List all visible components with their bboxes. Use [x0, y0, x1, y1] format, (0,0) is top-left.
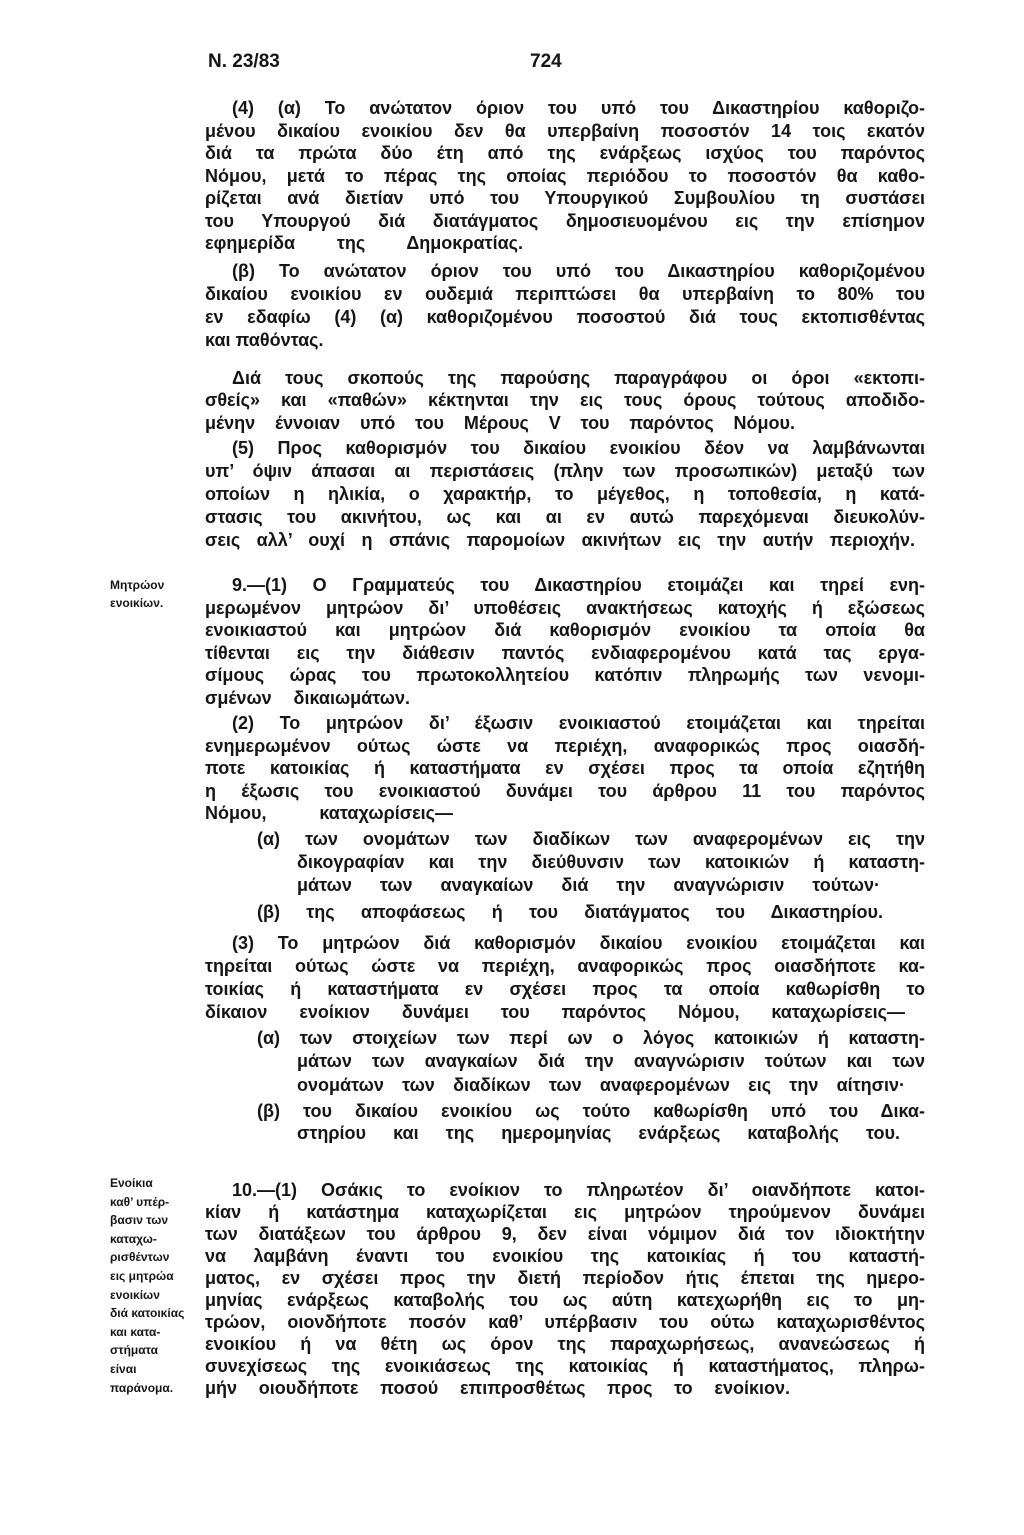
text-line: σίμους ώρας του πρωτοκολλητείου κατόπιν πληρωμής των νενομι-	[205, 665, 925, 685]
text-line: ενημερωμένον ούτως ώστε να περιέχη, αναφορικώς προς οιασδή-	[205, 735, 925, 756]
paragraph-4a	[205, 97, 925, 255]
margin-note-excess-rents	[110, 1174, 206, 1397]
text-line: τίθενται εις την διάθεσιν παντός ενδιαφερομένου κατά τας εργα-	[205, 642, 925, 663]
text-line: σμένων δικαιωμάτων.	[205, 687, 410, 708]
margin-note-line: στήματα	[110, 1343, 159, 1358]
text-line: οποίων η ηλικία, ο χαρακτήρ, το μέγεθος, η τοποθεσία, η κατά-	[205, 483, 925, 504]
margin-note-line: Ενοίκια	[110, 1176, 153, 1190]
text-line: μάτων των αναγκαίων διά την αναγνώρισιν τούτων·	[297, 874, 880, 895]
paragraph-definitions	[205, 367, 925, 435]
section-9-1	[205, 574, 925, 709]
text-line: (β) Το ανώτατον όριον του υπό του Δικαστηρίου καθοριζομένου	[232, 260, 925, 281]
section-9-3-b	[257, 1100, 925, 1145]
section-9-3-a	[257, 1027, 925, 1098]
text-line: στασις του ακινήτου, ως και αι εν αυτώ παρεχόμεναι διευκολύν-	[205, 506, 925, 527]
text-line: ενοικιαστού και μητρώον διά καθορισμόν ενοικίου τα οποία θα	[205, 620, 925, 640]
text-line: ονομάτων των διαδίκων των αναφερομένων εις την αίτησιν·	[297, 1074, 905, 1095]
text-line: ρίζεται ανά διετίαν υπό του Υπουργικού Συμβουλίου τη συστάσει	[205, 188, 925, 208]
text-line: (3) Το μητρώον διά καθορισμόν δικαίου ενοικίου ετοιμάζεται και	[232, 932, 925, 953]
text-line: Νόμου, καταχωρίσεις—	[205, 803, 453, 823]
margin-note-line: είναι	[110, 1361, 137, 1376]
text-line: ματος, εν σχέσει προς την διετή περίοδον ήτις έπεται της ημερο-	[205, 1268, 925, 1288]
text-line: υπ’ όψιν άπασαι αι περιστάσεις (πλην των προσωπικών) μεταξύ των	[205, 460, 925, 481]
paragraph-5	[205, 437, 925, 552]
text-line: ποτε κατοικίας ή καταστήματα εν σχέσει προς τα οποία εζητήθη	[205, 758, 925, 778]
text-line: δίκαιον ενοίκιον δυνάμει του παρόντος Νόμου, καταχωρίσεις—	[205, 1001, 905, 1022]
text-line: τηρείται ούτως ώστε να περιέχη, αναφορικώς προς οιασδήποτε κα-	[205, 955, 925, 976]
margin-note-line: καθ’ υπέρ-	[110, 1194, 170, 1209]
text-line: 9.—(1) Ο Γραμματεύς του Δικαστηρίου ετοιμάζει και τηρεί ενη-	[232, 575, 925, 595]
text-line: (5) Προς καθορισμόν του δικαίου ενοικίου δέον να λαμβάνωνται	[232, 437, 925, 458]
paragraph-4b	[205, 260, 925, 352]
text-line: των διατάξεων του άρθρου 9, δεν είναι νόμιμον διά τον ιδιοκτήτην	[205, 1224, 925, 1244]
text-line: κίαν ή κατάστημα καταχωρίζεται εις μητρώον τηρούμενον δυνάμει	[205, 1202, 925, 1222]
text-line: συνεχίσεως της ενοικιάσεως της κατοικίας ή καταστήματος, πληρω-	[205, 1356, 925, 1376]
text-line: Διά τους σκοπούς της παρούσης παραγράφου οι όροι «εκτοπι-	[232, 367, 925, 388]
text-line: (β) του δικαίου ενοικίου ως τούτο καθωρίσθη υπό του Δικα-	[257, 1100, 925, 1121]
margin-note-line: βασιν των	[110, 1213, 169, 1228]
margin-note-line: ρισθέντων	[110, 1250, 170, 1265]
margin-note-line: εις μητρώα	[110, 1268, 174, 1283]
text-line: (α) των ονομάτων των διαδίκων των αναφερομένων εις την	[257, 828, 925, 849]
text-line: Νόμου, μετά το πέρας της οποίας περιόδου το ποσοστόν θα καθο-	[205, 165, 925, 186]
text-line: στηρίου και της ημερομηνίας ενάρξεως καταβολής του.	[297, 1123, 900, 1143]
text-line: μηνίας ενάρξεως καταβολής του ως αύτη κατεχωρήθη εις το μη-	[205, 1290, 925, 1310]
section-9-2-b	[257, 901, 925, 924]
section-9-2-a	[257, 828, 925, 897]
text-line: μένου δικαίου ενοικίου δεν θα υπερβαίνη ποσοστόν 14 τοις εκατόν	[205, 120, 925, 141]
text-line: μάτων των αναγκαίων διά την αναγνώρισιν τούτων και των	[297, 1051, 925, 1071]
text-line: η έξωσις του ενοικιαστού δυνάμει του άρθρου 11 του παρόντος	[205, 780, 925, 801]
margin-note-line: διά κατοικίας	[110, 1306, 185, 1321]
margin-note-line: και κατα-	[110, 1324, 161, 1339]
margin-note-line: καταχω-	[110, 1231, 157, 1246]
page-number: 724	[530, 51, 562, 72]
text-line: του Υπουργού διά διατάγματος δημοσιευομένου εις την επίσημον	[205, 210, 925, 231]
text-line: σθείς» και «παθών» κέκτηνται την εις τους όρους τούτους αποδιδο-	[205, 390, 925, 410]
text-line: δικαίου ενοικίου εν ουδεμιά περιπτώσει θα υπερβαίνη το 80% του	[205, 283, 925, 304]
margin-note-line: παράνομα.	[110, 1380, 174, 1395]
text-line: διά τα πρώτα δύο έτη από της ενάρξεως ισχύος του παρόντος	[205, 143, 925, 163]
text-line: δικογραφίαν και την διεύθυνσιν των κατοικιών ή καταστη-	[297, 851, 925, 872]
text-line: μήν οιουδήποτε ποσού επιπροσθέτως προς το ενοίκιον.	[205, 1378, 790, 1398]
text-line: σεις αλλ’ ουχί η σπάνις παρομοίων ακινήτων εις την αυτήν περιοχήν.	[205, 529, 915, 550]
text-line: εν εδαφίω (4) (α) καθοριζομένου ποσοστού διά τους εκτοπισθέντας	[205, 306, 925, 327]
text-line: ενοικίου ή να θέτη ως όρον της παραχωρήσεως, ανανεώσεως ή	[205, 1334, 925, 1354]
text-line: (4) (α) Το ανώτατον όριον του υπό του Δικαστηρίου καθοριζο-	[232, 98, 925, 118]
text-line: (2) Το μητρώον δι’ έξωσιν ενοικιαστού ετοιμάζεται και τηρείται	[232, 713, 925, 733]
text-line: να λαμβάνη έναντι του ενοικίου της κατοικίας ή του καταστή-	[205, 1246, 925, 1266]
margin-note-line: ενοικίων	[110, 1287, 160, 1302]
section-9-2	[205, 712, 925, 825]
text-line: (β) της αποφάσεως ή του διατάγματος του Δικαστηρίου.	[257, 901, 883, 922]
text-line: μερωμένον μητρώον δι’ υποθέσεις ανακτήσεως κατοχής ή εξώσεως	[205, 597, 925, 618]
margin-note-rent-registers	[110, 576, 206, 612]
margin-note-line: Μητρώον	[110, 578, 165, 592]
section-9-3	[205, 932, 925, 1024]
law-number: Ν. 23/83	[208, 51, 280, 72]
text-line: εφημερίδα της Δημοκρατίας.	[205, 233, 523, 253]
text-line: μένην έννοιαν υπό του Μέρους V του παρόντος Νόμου.	[205, 412, 795, 433]
margin-note-line: ενοικίων.	[110, 596, 164, 610]
text-line: τρώον, οιονδήποτε ποσόν καθ’ υπέρβασιν του ούτω καταχωρισθέντος	[205, 1312, 925, 1332]
text-line: τοικίας ή καταστήματα εν σχέσει προς τα οποία καθωρίσθη το	[205, 978, 925, 999]
text-line: και παθόντας.	[205, 329, 324, 350]
text-line: 10.—(1) Οσάκις το ενοίκιον το πληρωτέον δι’ οιανδήποτε κατοι-	[232, 1180, 925, 1200]
section-10-1	[205, 1179, 925, 1399]
text-line: (α) των στοιχείων των περί ων ο λόγος κατοικιών ή καταστη-	[257, 1027, 925, 1048]
